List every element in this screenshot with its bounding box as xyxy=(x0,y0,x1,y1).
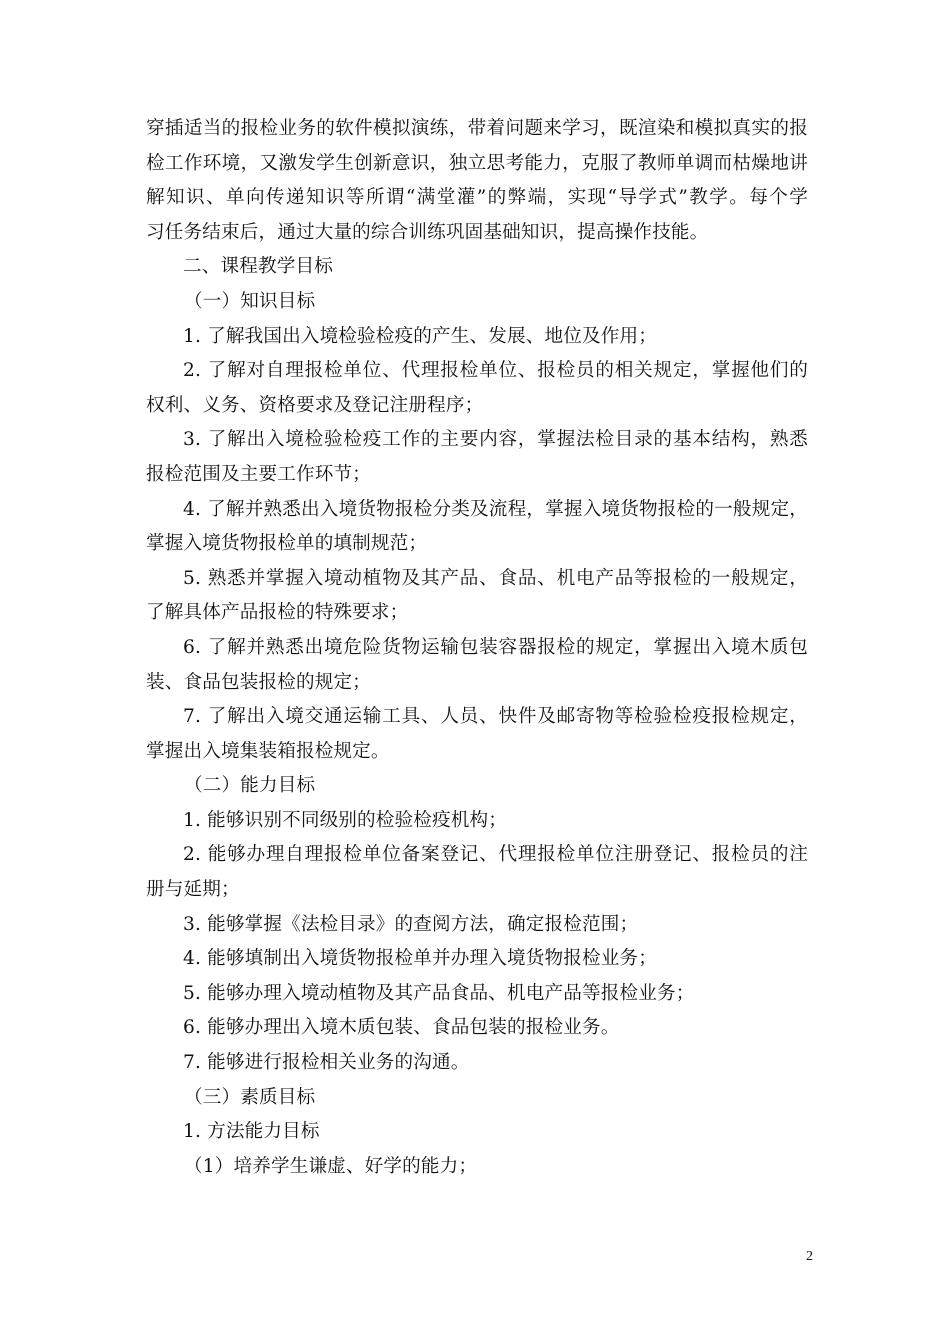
knowledge-item-6-line-2: 装、食品包装报检的规定； xyxy=(146,671,371,693)
intro-line: 解知识、单向传递知识等所谓“满堂灌”的弊端，实现“导学式”教学。每个学 xyxy=(146,187,808,209)
ability-heading: （二）能力目标 xyxy=(184,775,316,797)
ability-item-5: 5. 能够办理入境动植物及其产品食品、机电产品等报检业务； xyxy=(183,982,695,1004)
knowledge-item-1: 1. 了解我国出入境检验检疫的产生、发展、地位及作用； xyxy=(183,325,657,347)
intro-line: 穿插适当的报检业务的软件模拟演练，带着问题来学习，既渲染和模拟真实的报 xyxy=(146,118,808,139)
ability-item-6: 6. 能够办理出入境木质包装、食品包装的报检业务。 xyxy=(183,1017,620,1039)
ability-item-4: 4. 能够填制出入境货物报检单并办理入境货物报检业务； xyxy=(183,948,657,970)
quality-item-1: （1）培养学生谦虚、好学的能力； xyxy=(184,1155,478,1177)
knowledge-heading: （一）知识目标 xyxy=(184,290,316,312)
ability-item-2-line-2: 册与延期； xyxy=(146,879,240,901)
knowledge-item-6-line-1: 6. 了解并熟悉出境危险货物运输包装容器报检的规定，掌握出入境木质包 xyxy=(183,636,808,658)
knowledge-item-3-line-1: 3. 了解出入境检验检疫工作的主要内容，掌握法检目录的基本结构，熟悉 xyxy=(183,429,808,451)
knowledge-item-4-line-1: 4. 了解并熟悉出入境货物报检分类及流程，掌握入境货物报检的一般规定， xyxy=(183,498,808,520)
intro-line: 检工作环境，又激发学生创新意识，独立思考能力，克服了教师单调而枯燥地讲 xyxy=(146,152,808,174)
ability-item-7: 7. 能够进行报检相关业务的沟通。 xyxy=(183,1052,470,1074)
knowledge-item-3-line-2: 报检范围及主要工作环节； xyxy=(146,463,371,485)
ability-item-1: 1. 能够识别不同级别的检验检疫机构； xyxy=(183,809,508,831)
knowledge-item-2-line-2: 权利、义务、资格要求及登记注册程序； xyxy=(146,394,484,416)
ability-item-2-line-1: 2. 能够办理自理报检单位备案登记、代理报检单位注册登记、报检员的注 xyxy=(183,844,808,866)
ability-item-3: 3. 能够掌握《法检目录》的查阅方法，确定报检范围； xyxy=(183,913,639,935)
knowledge-item-7-line-2: 掌握出入境集装箱报检规定。 xyxy=(146,740,390,762)
intro-line: 习任务结束后，通过大量的综合训练巩固基础知识，提高操作技能。 xyxy=(146,221,709,243)
knowledge-item-5-line-2: 了解具体产品报检的特殊要求； xyxy=(146,602,409,624)
quality-sub-heading: 1. 方法能力目标 xyxy=(183,1121,320,1143)
knowledge-item-4-line-2: 掌握入境货物报检单的填制规范； xyxy=(146,533,428,555)
knowledge-item-5-line-1: 5. 熟悉并掌握入境动植物及其产品、食品、机电产品等报检的一般规定， xyxy=(183,567,808,589)
knowledge-item-2-line-1: 2. 了解对自理报检单位、代理报检单位、报检员的相关规定，掌握他们的 xyxy=(183,360,808,382)
page-number: 2 xyxy=(806,1249,813,1264)
quality-heading: （三）素质目标 xyxy=(184,1086,316,1108)
page-content xyxy=(146,112,808,1184)
section-title: 二、课程教学目标 xyxy=(183,256,333,278)
knowledge-item-7-line-1: 7. 了解出入境交通运输工具、人员、快件及邮寄物等检验检疫报检规定， xyxy=(183,706,808,728)
